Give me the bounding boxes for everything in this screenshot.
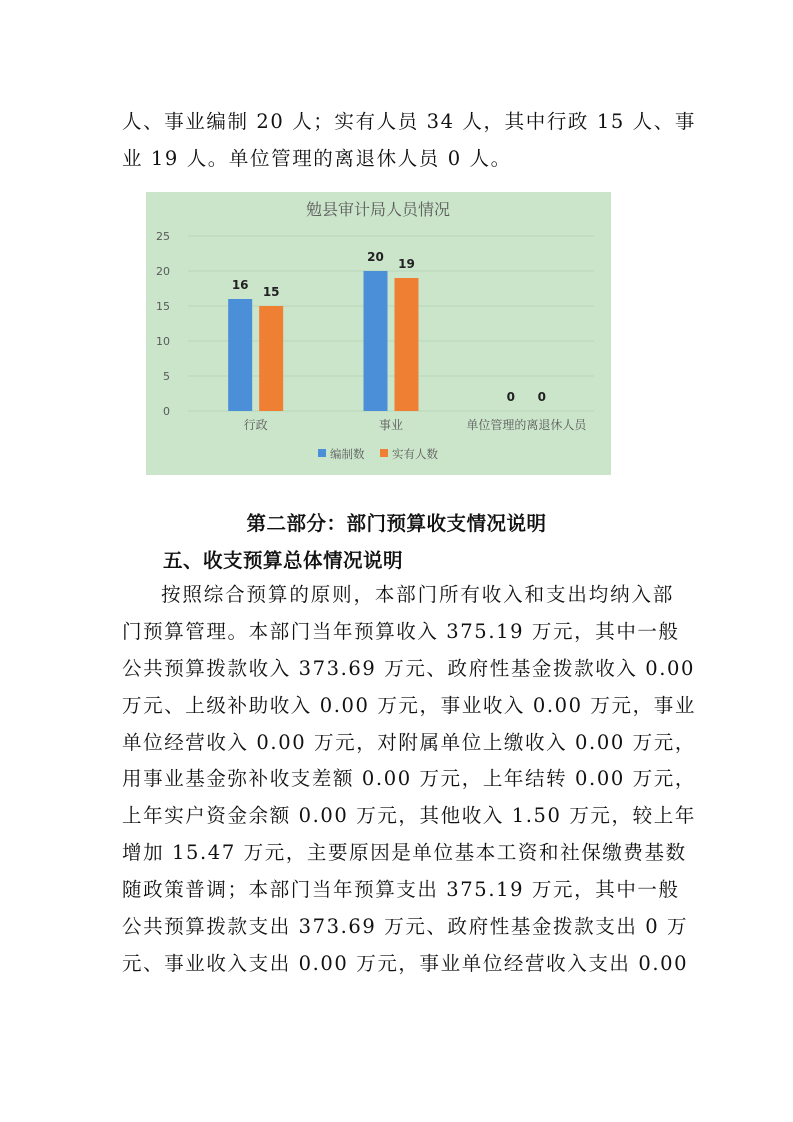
text-line: 上年实户资金余额 0.00 万元，其他收入 1.50 万元，较上年 [122,804,696,828]
y-tick-label: 0 [163,405,170,418]
text-line: 业 19 人。单位管理的离退休人员 0 人。 [122,146,512,170]
intro-paragraph [122,104,696,178]
x-tick-label: 行政 [243,418,268,432]
text-line: 人、事业编制 20 人；实有人员 34 人，其中行政 15 人、事 [122,110,696,133]
y-tick-label: 20 [156,265,170,278]
text-line: 公共预算拨款支出 373.69 万元、政府性基金拨款支出 0 万 [122,915,689,939]
chart-title: 勉县审计局人员情况 [305,200,451,219]
budget-paragraph [122,577,696,983]
text-line: 用事业基金弥补收支差额 0.00 万元，上年结转 0.00 万元， [122,767,696,791]
part-title: 第二部分：部门预算收支情况说明 [246,512,547,535]
bar [228,299,252,411]
data-label: 20 [367,250,384,264]
text-line: 单位经营收入 0.00 万元，对附属单位上缴收入 0.00 万元， [122,730,696,754]
staffing-chart [146,192,611,475]
text-line: 万元、上级补助收入 0.00 万元，事业收入 0.00 万元，事业 [122,693,696,717]
text-line: 随政策普调；本部门当年预算支出 375.19 万元，其中一般 [122,878,680,902]
y-tick-label: 15 [156,300,170,313]
x-tick-label: 事业 [378,418,404,432]
data-label: 0 [506,390,516,404]
legend-label: 实有人数 [392,447,438,461]
x-tick-label: 单位管理的离退休人员 [466,418,587,432]
text-line: 按照综合预算的原则，本部门所有收入和支出均纳入部 [161,583,674,606]
bar [364,271,388,411]
legend-swatch [318,449,326,457]
section-title: 五、收支预算总体情况说明 [163,549,404,572]
text-line: 元、事业收入支出 0.00 万元，事业单位经营收入支出 0.00 [122,951,689,975]
data-label: 16 [231,278,249,292]
data-label: 15 [262,285,280,299]
text-line: 公共预算拨款收入 373.69 万元、政府性基金拨款收入 0.00 [122,656,696,680]
bar [395,278,419,411]
legend-swatch [380,449,388,457]
chart-canvas [146,192,611,475]
y-tick-label: 5 [163,370,170,383]
data-label: 19 [398,257,415,271]
data-label: 0 [537,390,547,404]
legend-label: 编制数 [330,447,365,461]
y-tick-label: 10 [156,335,170,348]
y-tick-label: 25 [156,230,170,243]
bar [259,306,283,411]
text-line: 门预算管理。本部门当年预算收入 375.19 万元，其中一般 [122,619,680,643]
text-line: 增加 15.47 万元，主要原因是单位基本工资和社保缴费基数 [122,841,687,865]
